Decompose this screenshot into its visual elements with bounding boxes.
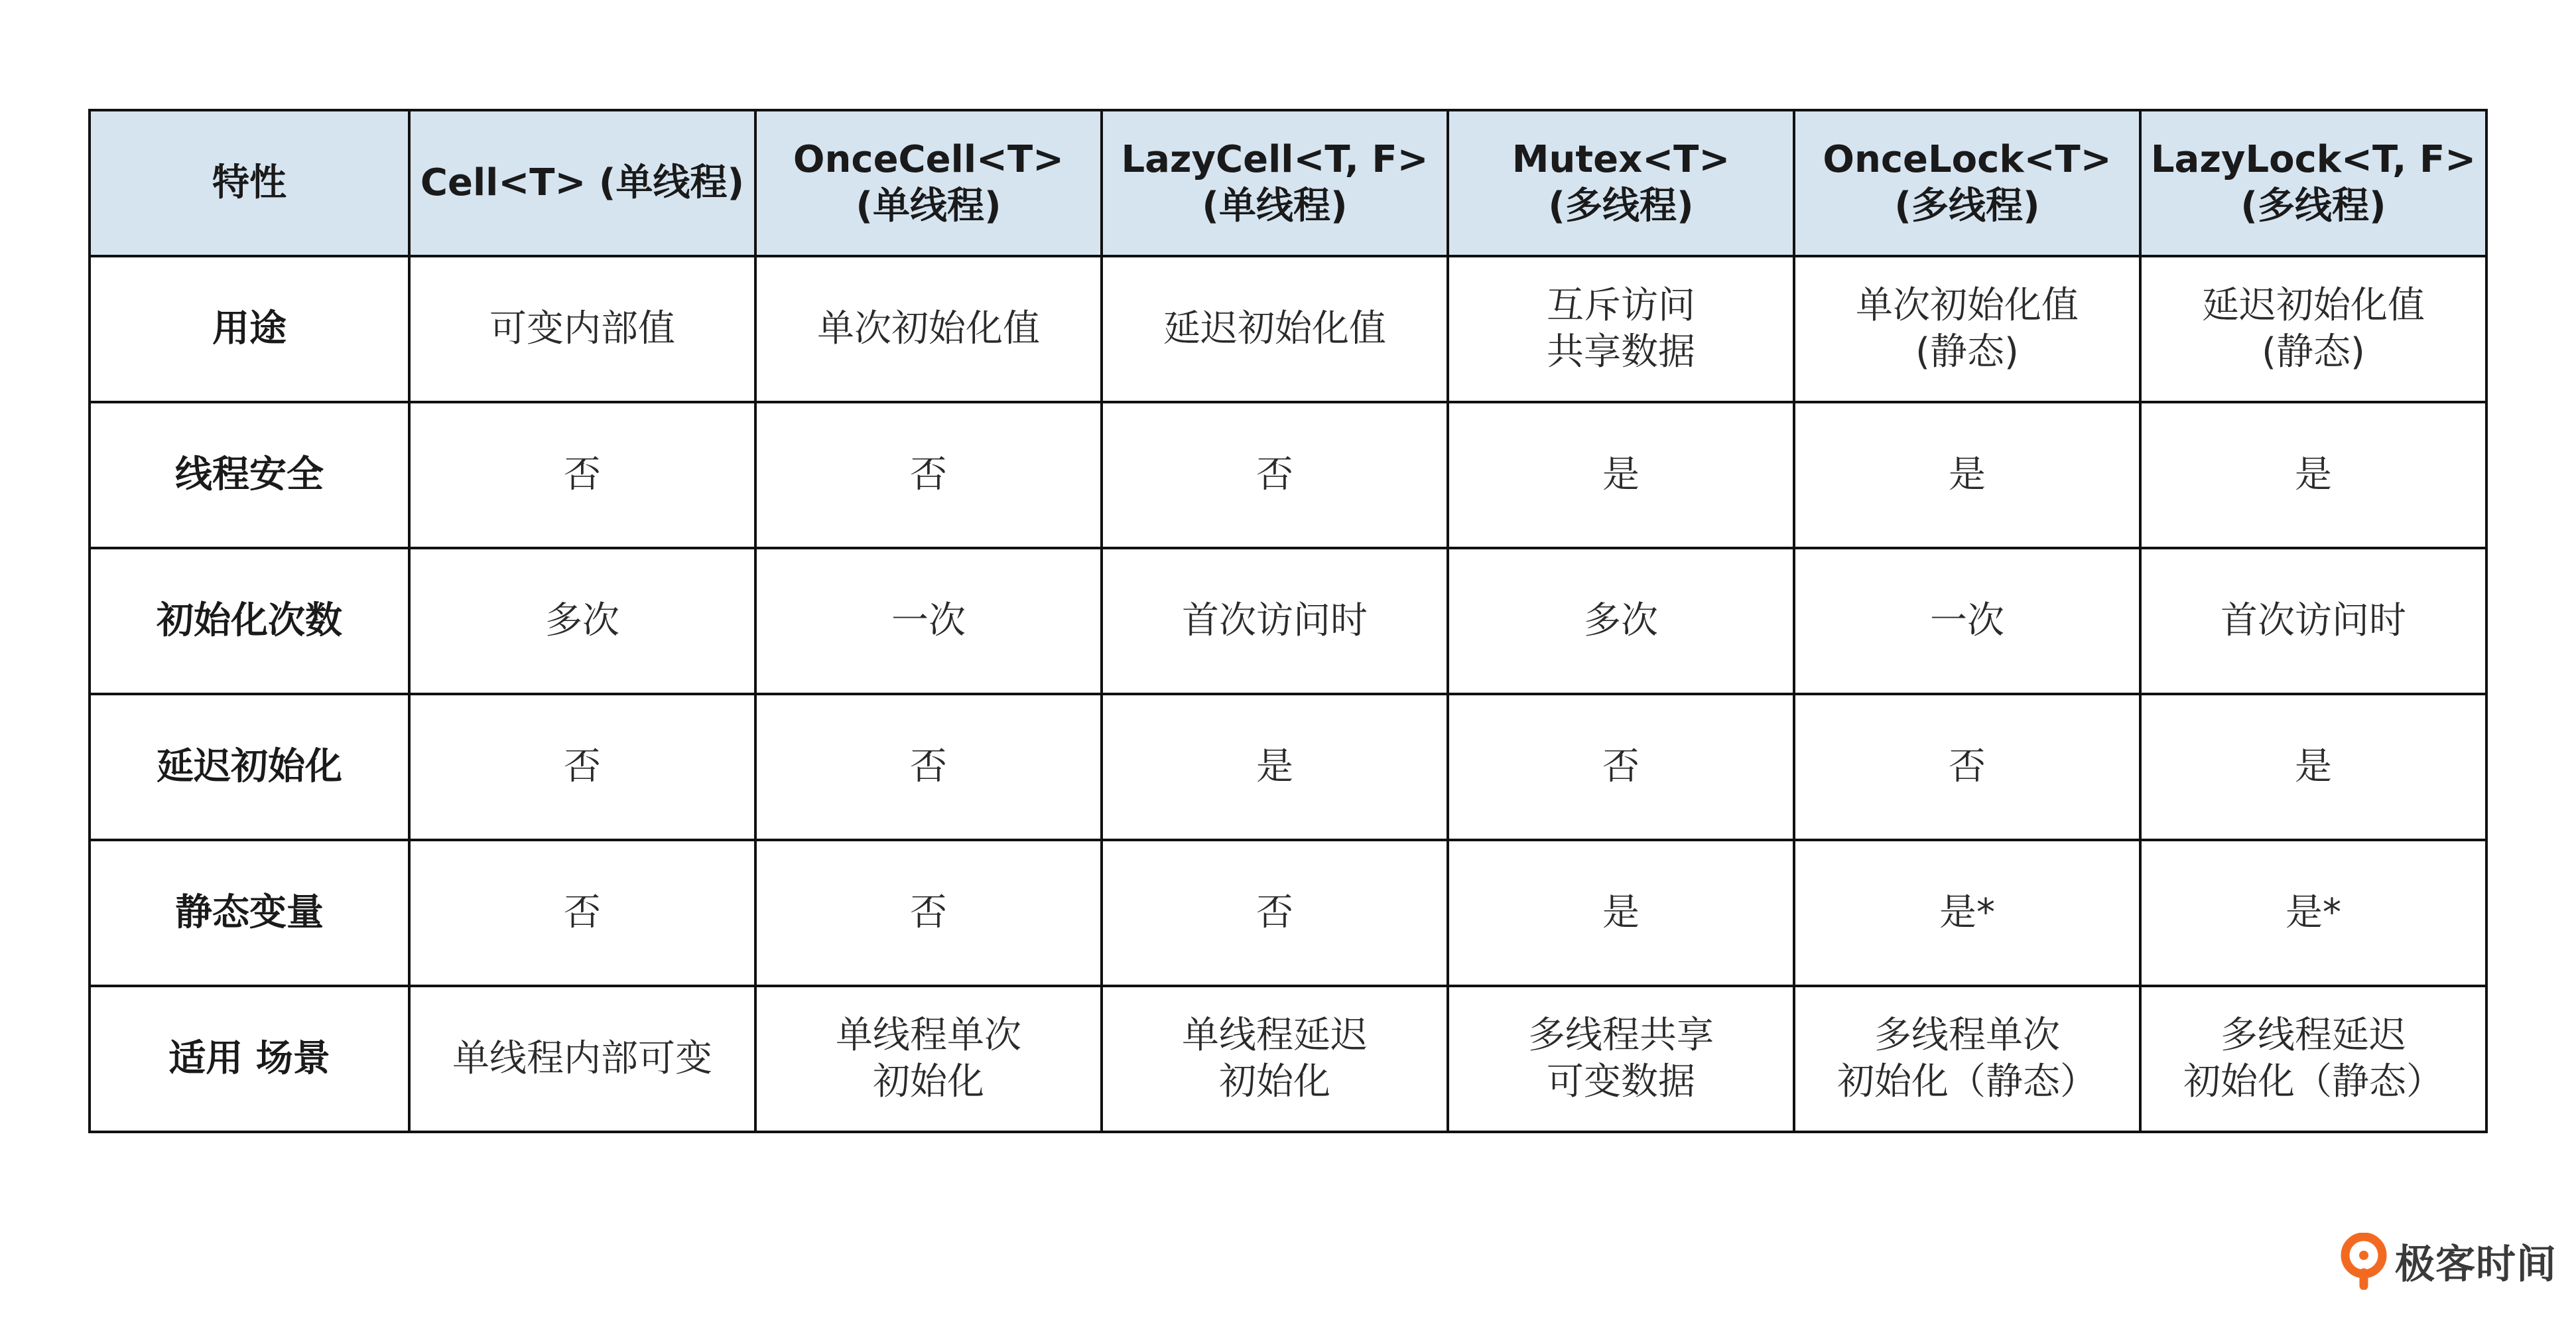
table-cell: 一次 [755,548,1102,694]
table-cell: 延迟初始化值 (静态) [2140,256,2486,402]
table-cell: 是 [2140,694,2486,840]
table-cell: 单线程延迟 初始化 [1102,986,1448,1132]
table-cell: 是 [2140,402,2486,548]
table-cell: 否 [1102,402,1448,548]
row-label-purpose: 用途 [90,256,409,402]
table-cell: 单次初始化值 [755,256,1102,402]
geektime-logo [2339,1231,2557,1291]
table-cell: 否 [409,694,755,840]
table-cell: 是* [2140,840,2486,986]
table-cell: 单线程单次 初始化 [755,986,1102,1132]
header-cell-feature: 特性 [90,110,409,256]
row-label-use-case: 适用 场景 [90,986,409,1132]
table-cell: 一次 [1794,548,2140,694]
table-cell: 首次访问时 [1102,548,1448,694]
comparison-table [88,109,2488,1133]
table-cell: 可变内部值 [409,256,755,402]
table-row [90,986,2486,1132]
table-cell: 是* [1794,840,2140,986]
logo-text: 极客时间 [2395,1241,2557,1288]
comparison-table-container [88,109,2488,1133]
header-cell-mutex: Mutex<T> (多线程) [1448,110,1794,256]
header-cell-lazycell: LazyCell<T, F> (单线程) [1102,110,1448,256]
table-cell: 否 [409,402,755,548]
table-cell: 互斥访问 共享数据 [1448,256,1794,402]
table-cell: 多线程单次 初始化（静态） [1794,986,2140,1132]
table-row [90,840,2486,986]
row-label-static-var: 静态变量 [90,840,409,986]
header-cell-cell: Cell<T> (单线程) [409,110,755,256]
table-cell: 单线程内部可变 [409,986,755,1132]
table-cell: 多线程共享 可变数据 [1448,986,1794,1132]
table-row [90,694,2486,840]
row-label-lazy-init: 延迟初始化 [90,694,409,840]
table-cell: 是 [1794,402,2140,548]
table-header-row [90,110,2486,256]
table-cell: 多线程延迟 初始化（静态） [2140,986,2486,1132]
table-cell: 否 [755,840,1102,986]
table-cell: 首次访问时 [2140,548,2486,694]
table-cell: 否 [1102,840,1448,986]
row-label-thread-safety: 线程安全 [90,402,409,548]
table-cell: 否 [1794,694,2140,840]
table-cell: 是 [1448,840,1794,986]
table-cell: 否 [409,840,755,986]
table-row [90,256,2486,402]
header-cell-oncecell: OnceCell<T> (单线程) [755,110,1102,256]
geektime-logo-icon [2339,1233,2388,1290]
table-cell: 是 [1448,402,1794,548]
row-label-init-count: 初始化次数 [90,548,409,694]
table-cell: 多次 [409,548,755,694]
table-row [90,548,2486,694]
header-cell-oncelock: OnceLock<T> (多线程) [1794,110,2140,256]
table-cell: 否 [755,694,1102,840]
table-cell: 否 [755,402,1102,548]
table-cell: 多次 [1448,548,1794,694]
table-row [90,402,2486,548]
header-cell-lazylock: LazyLock<T, F> (多线程) [2140,110,2486,256]
table-cell: 是 [1102,694,1448,840]
table-cell: 延迟初始化值 [1102,256,1448,402]
table-cell: 否 [1448,694,1794,840]
table-cell: 单次初始化值 (静态) [1794,256,2140,402]
